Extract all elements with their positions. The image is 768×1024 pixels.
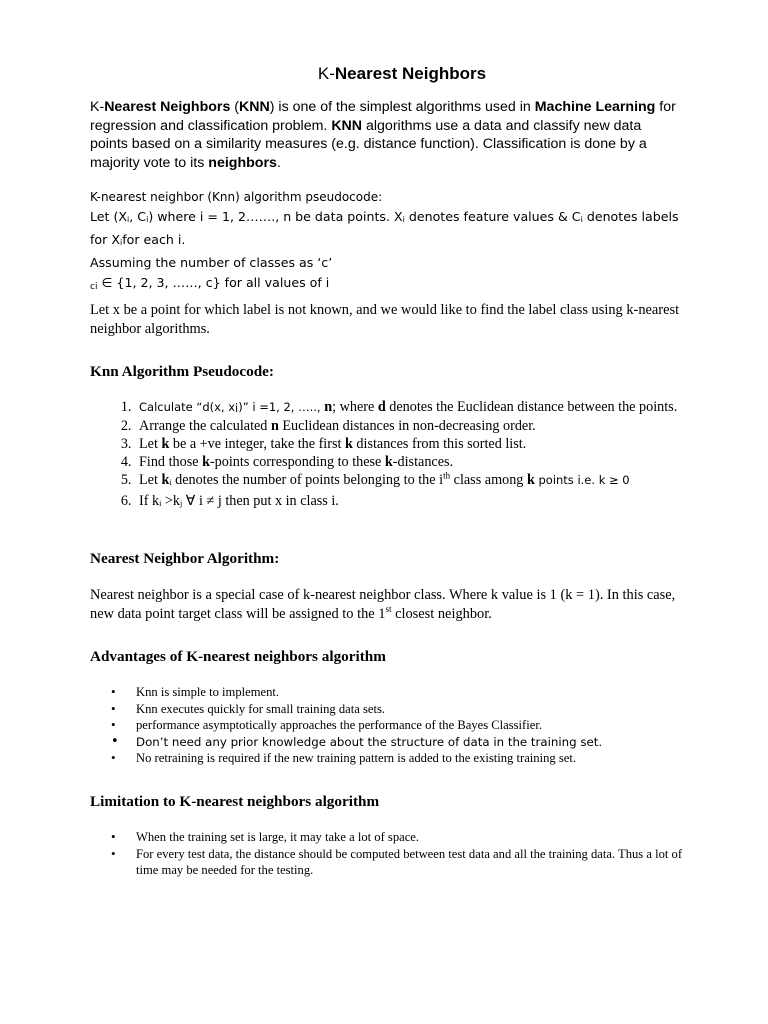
intro-bold: neighbors [208, 154, 277, 171]
intro-bold: KNN [331, 117, 363, 134]
list-item: • Knn is simple to implement. [136, 684, 716, 701]
pseudocode-line-1 [90, 207, 690, 253]
page-title [0, 64, 768, 84]
pc-sub: i [402, 215, 405, 224]
step-text: Let [139, 472, 162, 488]
list-item [135, 398, 705, 417]
knn-steps-list [110, 398, 705, 513]
step-text: ∀ i ≠ j then put x in class i. [182, 493, 339, 509]
pc-text: denotes feature values & C [404, 209, 581, 224]
step-text: Let [139, 436, 162, 452]
nearest-neighbor-heading: Nearest Neighbor Algorithm: [90, 550, 280, 567]
intro-bold: KNN [239, 99, 270, 115]
list-item: • Don’t need any prior knowledge about the structure of data in the training set. [136, 734, 716, 751]
step-text: If k [139, 493, 160, 509]
list-item [135, 435, 705, 453]
step-text: class among [450, 472, 527, 488]
step-bold: k [161, 436, 170, 452]
step-text: denotes the number of points belonging to the i [171, 472, 444, 488]
knn-algorithm-heading: Knn Algorithm Pseudocode: [90, 363, 274, 380]
nearest-neighbor-paragraph [90, 586, 682, 623]
list-item: • performance asymptotically approaches the performance of the Bayes Classifier. [136, 717, 716, 734]
step-text: -points corresponding to these [209, 454, 385, 470]
step-text: Calculate “d(x, x [139, 400, 236, 414]
intro-text: algorithms use a data and classify new data points based on a similarity measures (e.g. distance function). Classification is done by a majority vote to its [90, 117, 647, 171]
list-item [135, 471, 705, 492]
title-prefix: K- [317, 64, 335, 83]
let-x-paragraph: Let x be a point for which label is not known, and we would like to find the label class using k-nearest neighbor algorithms. [90, 302, 680, 337]
limitations-list [111, 829, 696, 879]
step-text: Euclidean distances in non-decreasing order. [278, 418, 536, 434]
intro-bold: Nearest Neighbors [104, 99, 231, 115]
pseudocode-line-3 [90, 273, 690, 297]
intro-text: K- [90, 99, 105, 115]
step-bold: k [384, 454, 393, 470]
step-sub: i [235, 401, 239, 415]
nn-text: Nearest neighbor is a special case of k-nearest neighbor class. Where k value is 1 (k = 1). In this case, new data point target class will be assigned to the 1 [90, 587, 676, 622]
advantages-heading: Advantages of K-nearest neighbors algorithm [90, 648, 386, 665]
list-item: • When the training set is large, it may take a lot of space. [136, 829, 696, 846]
step-sup: th [443, 470, 451, 481]
intro-text: ) is one of the simplest algorithms used in [269, 99, 535, 115]
pseudocode-line-2: Assuming the number of classes as ‘c’ [90, 255, 333, 270]
intro-bold: Machine Learning [534, 99, 656, 115]
limitations-heading: Limitation to K-nearest neighbors algorithm [90, 793, 380, 810]
pc-sub: i [580, 215, 583, 224]
step-bold: n [270, 418, 279, 434]
step-text: Find those [139, 454, 203, 470]
step-bold: d [377, 399, 386, 415]
pc-sub: ci [90, 282, 98, 292]
list-item: • Knn executes quickly for small training data sets. [136, 701, 716, 718]
step-text: ; where [332, 399, 378, 415]
step-text: Arrange the calculated [139, 418, 271, 434]
intro-text: for regression and classification problem. [90, 99, 676, 134]
pc-text: Let (X [90, 209, 128, 224]
intro-text: ( [230, 99, 240, 115]
title-rest: Nearest Neighbors [334, 64, 487, 83]
step-text: be a +ve integer, take the first [169, 436, 345, 452]
nn-text: closest neighbor. [391, 605, 492, 622]
pc-text: ) where i = 1, 2……., n be data points. X [148, 209, 403, 224]
step-text: denotes the Euclidean distance between the points. [385, 399, 678, 415]
pc-sub: i [119, 238, 123, 247]
list-item: • No retraining is required if the new training pattern is added to the existing training set. [136, 750, 716, 767]
intro-text: . [276, 154, 281, 171]
step-bold: k [526, 472, 535, 488]
step-text: distances from this sorted list. [352, 436, 527, 452]
step-bold: k [202, 454, 210, 470]
step-bold: n [324, 399, 333, 415]
step-text: >k [161, 493, 180, 509]
pc-sub: i [127, 215, 130, 224]
step-text: points i.e. k ≥ 0 [534, 473, 630, 487]
pc-text: for each i. [122, 232, 186, 247]
step-bold: k [161, 472, 170, 488]
pc-sub: i [146, 215, 149, 224]
nn-sup: st [385, 603, 392, 614]
list-item [135, 417, 705, 435]
step-text: -distances. [392, 454, 454, 470]
advantages-list [111, 684, 716, 767]
step-sub: i [159, 499, 162, 508]
step-text: )” i =1, 2, ….., [238, 400, 325, 414]
pc-text: ∈ {1, 2, 3, ……, c} for all values of i [97, 275, 330, 290]
pseudocode-block [90, 187, 690, 297]
pc-text: denotes labels for X [90, 209, 679, 247]
step-sub: j [179, 499, 183, 508]
list-item: • For every test data, the distance should be computed between test data and all the training data. Thus a lot of time may be needed for the testing. [136, 846, 696, 879]
step-sub: i [169, 478, 172, 487]
pc-text: , C [129, 209, 147, 224]
step-bold: k [344, 436, 353, 452]
list-item [135, 453, 705, 471]
list-item [135, 492, 705, 513]
intro-paragraph [90, 98, 682, 172]
pseudocode-heading: K-nearest neighbor (Knn) algorithm pseudocode: [90, 190, 383, 204]
